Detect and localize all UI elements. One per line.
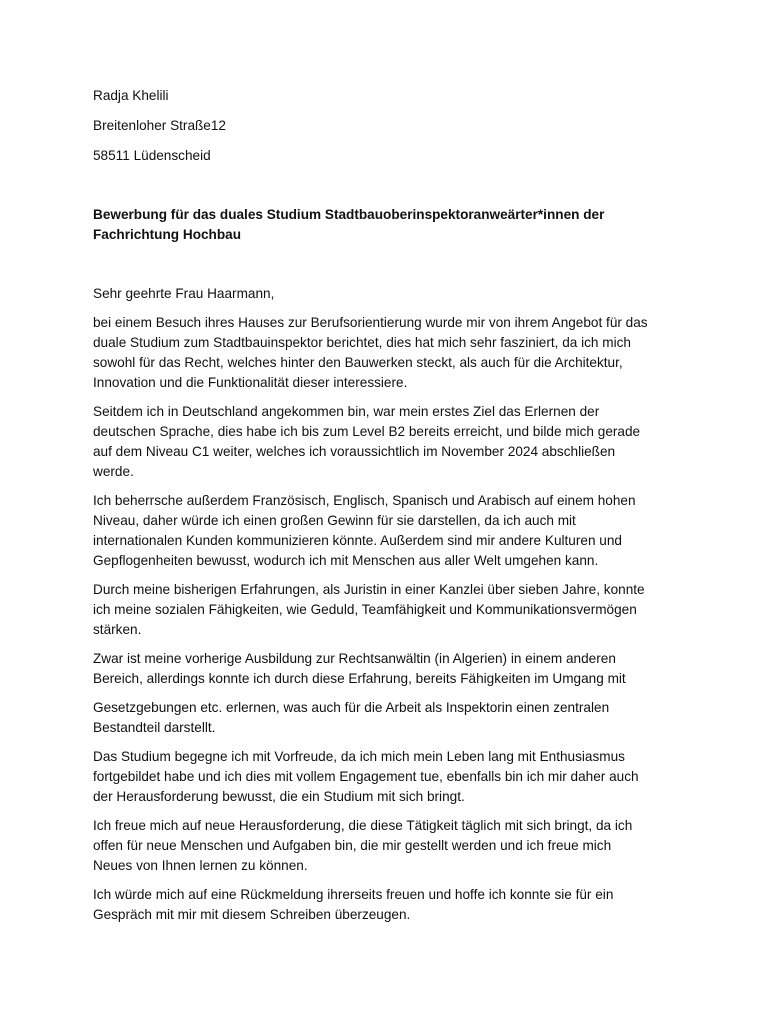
- body-paragraph-5: Zwar ist meine vorherige Ausbildung zur Rechtsanwältin (in Algerien) in einem anderen Bereich, allerdings konnte ich durch diese Erfahrung, bereits Fähigkeiten im Umgang mit: [93, 651, 626, 686]
- sender-street: Breitenloher Straße12: [93, 118, 226, 133]
- letter-subject: Bewerbung für das duales Studium Stadtbauoberinspektoranweärter*innen der Fachrichtung Hochbau: [93, 207, 605, 242]
- sender-name: Radja Khelili: [93, 88, 169, 103]
- body-paragraph-7: Das Studium begegne ich mit Vorfreude, da ich mich mein Leben lang mit Enthusiasmus fortgebildet habe und ich dies mit vollem Engagement tue, ebenfalls bin ich mir daher auch der Herausforderung bewusst, die ein Studium mit sich bringt.: [93, 749, 639, 804]
- body-paragraph-6: Gesetzgebungen etc. erlernen, was auch für die Arbeit als Inspektorin einen zentralen Bestandteil darstellt.: [93, 700, 610, 735]
- letter-salutation: Sehr geehrte Frau Haarmann,: [93, 286, 275, 301]
- body-paragraph-4: Durch meine bisherigen Erfahrungen, als Juristin in einer Kanzlei über sieben Jahre, konnte ich meine sozialen Fähigkeiten, wie Geduld, Teamfähigkeit und Kommunikationsvermögen stärken.: [93, 582, 645, 637]
- body-paragraph-3: Ich beherrsche außerdem Französisch, Englisch, Spanisch und Arabisch auf einem hohen Niveau, daher würde ich einen großen Gewinn für sie darstellen, da ich auch mit internationalen Kunden kommunizieren könnte. Außerdem sind mir andere Kulturen und Gepflogenheiten bewusst, wodurch ich mit Menschen aus aller Welt umgehen kann.: [93, 493, 636, 568]
- letter-body: [93, 313, 693, 925]
- body-paragraph-1: bei einem Besuch ihres Hauses zur Berufsorientierung wurde mir von ihrem Angebot für das duale Studium zum Stadtbauinspektor berichtet, dies hat mich sehr fasziniert, da ich mich sowohl für das Recht, welches hinter den Bauwerken steckt, als auch für die Architektur, Innovation und die Funktionalität dieser interessiere.: [93, 315, 648, 390]
- body-paragraph-8: Ich freue mich auf neue Herausforderung, die diese Tätigkeit täglich mit sich bringt, da ich offen für neue Menschen und Aufgaben bin, die mir gestellt werden und ich freue mich Neues von Ihnen lernen zu können.: [93, 818, 633, 873]
- body-paragraph-2: Seitdem ich in Deutschland angekommen bin, war mein erstes Ziel das Erlernen der deutschen Sprache, dies habe ich bis zum Level B2 bereits erreicht, und bilde mich gerade auf dem Niveau C1 weiter, welches ich voraussichtlich im November 2024 abschließen werde.: [93, 404, 641, 479]
- letter-page: [93, 86, 693, 925]
- body-paragraph-9: Ich würde mich auf eine Rückmeldung ihrerseits freuen und hoffe ich konnte sie für ein Gespräch mit mir mit diesem Schreiben überzeugen.: [93, 887, 614, 922]
- sender-address-block: [93, 86, 693, 166]
- sender-city: 58511 Lüdenscheid: [93, 148, 211, 163]
